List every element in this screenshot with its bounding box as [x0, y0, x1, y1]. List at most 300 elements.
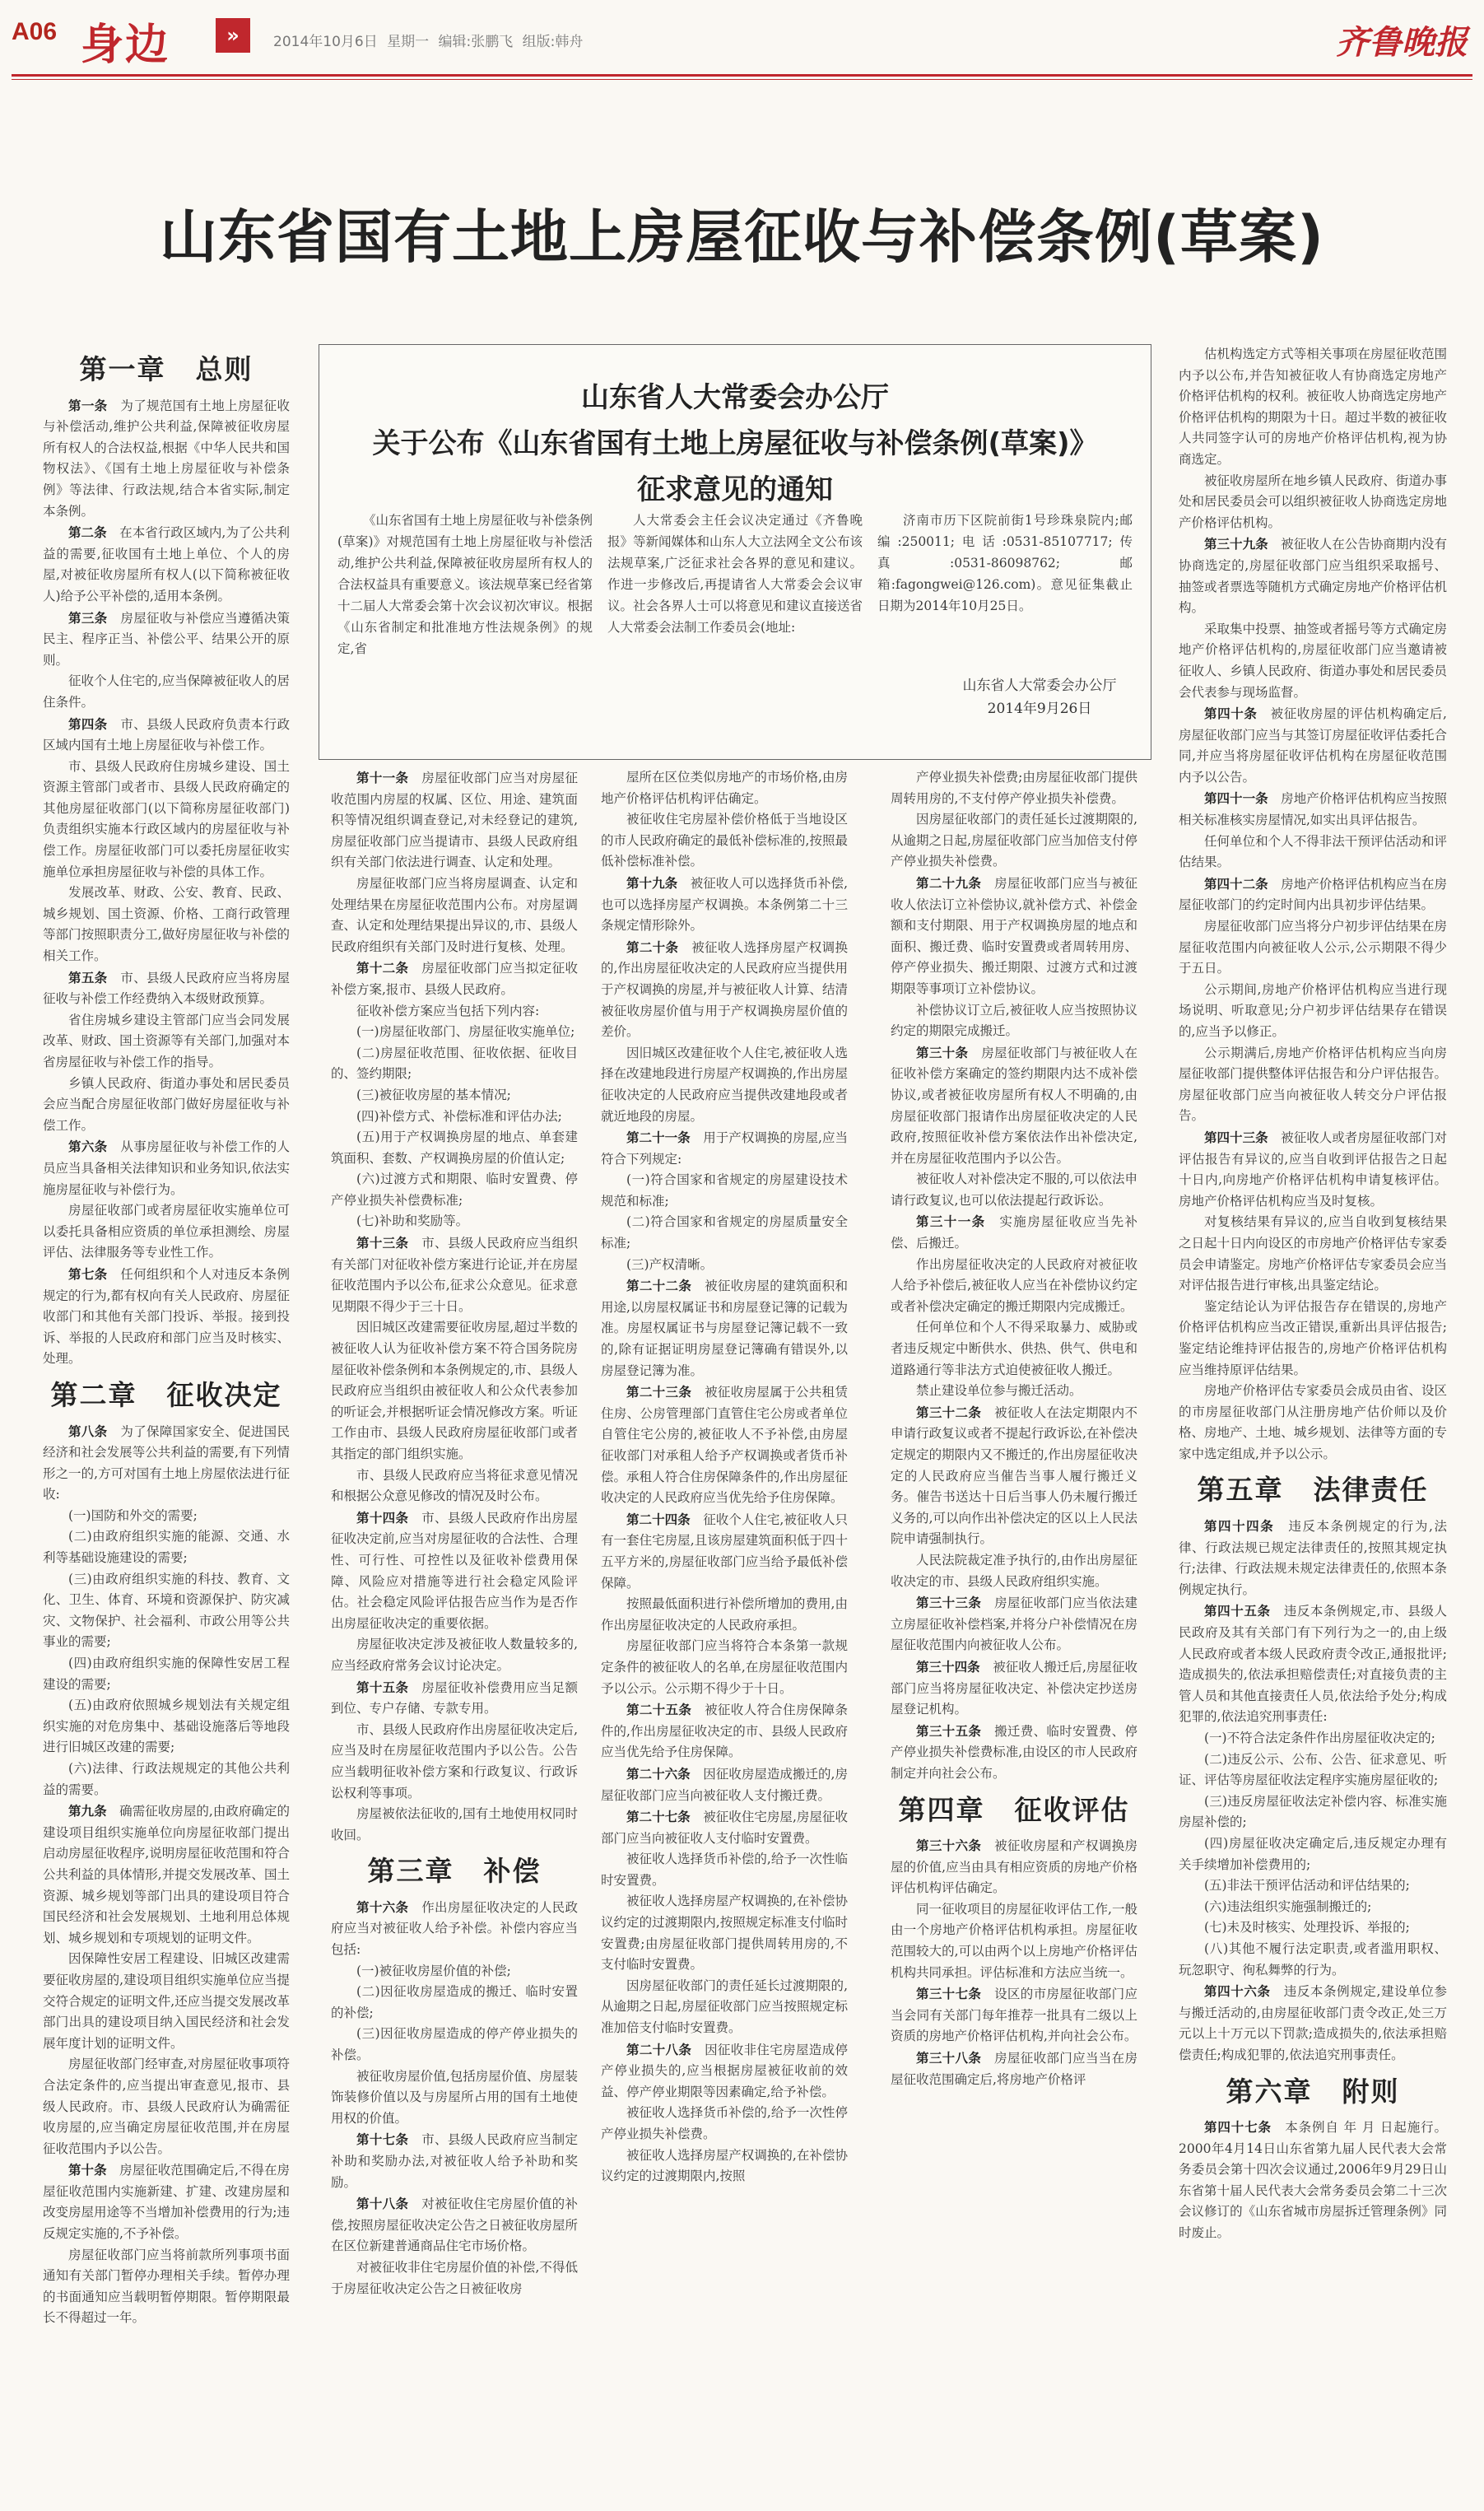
- article-paragraph: [891, 1000, 1137, 1042]
- chapter-number: 第五章: [1197, 1474, 1284, 1507]
- article-text: 因征收房屋造成搬迁的,房屋征收部门应当向被征收人支付搬迁费。: [601, 1766, 848, 1803]
- article-paragraph: [891, 1656, 1137, 1721]
- article-text: 因房屋征收部门的责任延长过渡期限的,从逾期之日起,房屋征收部门应当按照规定标准加倍支付临时安置费。: [601, 1978, 848, 2036]
- article-paragraph: [601, 1509, 848, 1594]
- article-paragraph: [331, 1232, 578, 1317]
- article-paragraph: [43, 1264, 290, 1370]
- article-paragraph: [331, 2129, 578, 2193]
- article-text: 房屋征收部门经审查,对房屋征收事项符合法定条件的,应当提出审查意见,报市、县级人民政府。市、县级人民政府认为确需征收房屋的,应当确定房屋征收范围,并在房屋征收范围内予以公告。: [43, 2057, 290, 2156]
- article-paragraph: [331, 1211, 578, 1232]
- article-paragraph: [891, 1317, 1137, 1381]
- article-text: (三)因征收房屋造成的停产停业损失的补偿。: [331, 2026, 578, 2063]
- article-text: 用于产权调换的房屋,应当符合下列规定:: [601, 1130, 848, 1167]
- article-text: 被征收房屋的评估机构确定后,房屋征收部门应当与其签订房屋征收评估委托合同,并应当将房屋征收评估机构在房屋征收范围内予以公告。: [1179, 706, 1447, 785]
- article-text: 违反本条例规定,市、县级人民政府及其有关部门有下列行为之一的,由上级人民政府或者本级人民政府责令改正,通报批评;造成损失的,依法承担赔偿责任;对直接负责的主管人员和其他直接责任人员,依法给予处分;构成犯罪的,依法追究刑事责任:: [1179, 1604, 1447, 1725]
- article-text: (五)由政府依照城乡规划法有关规定组织实施的对危房集中、基础设施落后等地段进行旧城区改建的需要;: [43, 1698, 290, 1755]
- article-text: (三)由政府组织实施的科技、教育、文化、卫生、体育、环境和资源保护、防灾减灾、文物保护、社会福利、市政公用等公共事业的需要;: [43, 1571, 290, 1650]
- article-paragraph: [43, 671, 290, 713]
- article-paragraph: [1179, 1212, 1447, 1296]
- article-paragraph: [1179, 980, 1447, 1043]
- article-number: 第二十一条: [626, 1130, 691, 1146]
- article-number: 第十六条: [356, 1898, 409, 1915]
- article-text: 按照最低面积进行补偿所增加的费用,由作出房屋征收决定的人民政府承担。: [601, 1596, 848, 1633]
- article-number: 第五条: [68, 969, 108, 985]
- chapter-heading: [331, 1855, 578, 1888]
- article-text: (二)因征收房屋造成的搬迁、临时安置的补偿;: [331, 1984, 578, 2020]
- article-paragraph: [1179, 1981, 1447, 2066]
- chapter-title: 征收评估: [1014, 1793, 1130, 1826]
- article-text: 房屋征收部门应当将房屋调查、认定和处理结果在房屋征收范围内公布。对房屋调查、认定和处理结果提出异议的,市、县级人民政府组织有关部门及时进行复核、处理。: [331, 875, 578, 954]
- article-number: 第三十八条: [916, 2050, 982, 2066]
- article-paragraph: [601, 2039, 848, 2103]
- chapter-number: 第六章: [1226, 2075, 1313, 2108]
- article-text: 房屋征收部门应当拟定征收补偿方案,报市、县级人民政府。: [331, 961, 578, 997]
- article-text: 对被征收非住宅房屋价值的补偿,不得低于房屋征收决定公告之日被征收房: [331, 2259, 578, 2296]
- notice-body-column: 济南市历下区院前街1号珍珠泉院内;邮编:250011;电话:0531-85107717;传真:0531-86098762;邮箱:fagongwei@126.com)。意见征集截止日期为2014年10月25日。: [877, 513, 1133, 613]
- notice-body-column: 《山东省国有土地上房屋征收与补偿条例(草案)》对规范国有土地上房屋征收与补偿活动,维护公共利益,保障被征收房屋所有权人的合法权益具有重要意义。该法规草案已经省第十二届人大常委会第十次会议初次审议。根据《山东省制定和批准地方性法规条例》的规定,省: [337, 513, 593, 656]
- article-paragraph: [43, 1421, 290, 1506]
- article-text: 被征收人或者房屋征收部门对评估报告有异议的,应当自收到评估报告之日起十日内,向房地产价格评估机构申请复核评估。房地产价格评估机构应当及时复核。: [1179, 1130, 1447, 1209]
- article-text: 房屋征收决定涉及被征收人数量较多的,应当经政府常务会议讨论决定。: [331, 1637, 578, 1673]
- article-text: 为了规范国有土地上房屋征收与补偿活动,维护公共利益,保障被征收房屋所有权人的合法权益,根据《中华人民共和国物权法》、《国有土地上房屋征收与补偿条例》等法律、行政法规,结合本省实际,制定本条例。: [43, 398, 290, 519]
- chapter-title: 法律责任: [1313, 1474, 1429, 1507]
- article-number: 第二十六条: [626, 1765, 691, 1782]
- article-paragraph: [601, 1127, 848, 1170]
- article-paragraph: [43, 1801, 290, 1949]
- article-number: 第三十六条: [916, 1838, 982, 1854]
- article-text: (六)过渡方式和期限、临时安置费、停产停业损失补偿费标准;: [331, 1172, 578, 1208]
- article-paragraph: [1179, 703, 1447, 788]
- article-number: 第四十三条: [1204, 1129, 1268, 1145]
- article-text: 屋所在区位类似房地产的市场价格,由房地产价格评估机构评估确定。: [601, 770, 848, 806]
- notice-signature-date: 2014年9月26日: [987, 701, 1092, 717]
- article-paragraph: [891, 1211, 1137, 1254]
- chapter-heading: [891, 1793, 1137, 1826]
- article-paragraph: [331, 873, 578, 957]
- article-paragraph: [331, 1507, 578, 1635]
- article-text: (二)违反公示、公布、公告、征求意见、听证、评估等房屋征收法定程序实施房屋征收的;: [1179, 1751, 1447, 1788]
- article-paragraph: [601, 809, 848, 873]
- article-paragraph: [331, 1897, 578, 1961]
- article-paragraph: [1179, 1043, 1447, 1127]
- article-paragraph: [43, 1074, 290, 1137]
- article-text: 被征收人选择房屋产权调换的,在补偿协议约定的过渡期限内,按照规定标准支付临时安置费;由房屋征收部门提供周转用房的,不支付临时安置费。: [601, 1894, 848, 1973]
- article-paragraph: [1179, 619, 1447, 703]
- article-text: 作出房屋征收决定的人民政府应当对被征收人给予补偿。补偿内容应当包括:: [331, 1899, 578, 1958]
- article-number: 第三条: [68, 609, 108, 626]
- article-paragraph: [43, 2245, 290, 2329]
- article-number: 第二十五条: [626, 1702, 692, 1718]
- article-text: 房地产价格评估专家委员会成员由省、设区的市房屋征收部门从注册房地产估价师以及价格、房地产、土地、城乡规划、法律等方面的专家中选定组成,并予以公示。: [1179, 1383, 1447, 1461]
- notice-title-line: 征求意见的通知: [637, 473, 833, 506]
- article-text: 为了保障国家安全、促进国民经济和社会发展等公共利益的需要,有下列情形之一的,方可对国有土地上房屋依法进行征收:: [43, 1423, 290, 1502]
- main-title: 山东省国有土地上房屋征收与补偿条例(草案): [160, 203, 1324, 271]
- article-number: 第四十五条: [1204, 1603, 1271, 1619]
- article-paragraph: [601, 2103, 848, 2145]
- article-text: (一)房屋征收部门、房屋征收实施单位;: [356, 1024, 575, 1040]
- article-number: 第四十条: [1204, 706, 1258, 722]
- article-paragraph: [331, 1043, 578, 1085]
- article-text: 市、县级人民政府作出房屋征收决定前,应当对房屋征收的合法性、合理性、可行性、可控性以及征收补偿费用保障、风险应对措施等进行社会稳定风险评估。社会稳定风险评估报告应当作为是否作出房屋征收决定的重要依据。: [331, 1510, 578, 1631]
- article-paragraph: [1179, 1917, 1447, 1939]
- article-number: 第四条: [68, 715, 108, 732]
- article-paragraph: [601, 1699, 848, 1763]
- article-number: 第二十四条: [626, 1511, 691, 1527]
- header-meta: [273, 30, 583, 50]
- article-paragraph: [331, 957, 578, 1000]
- article-paragraph: [891, 1402, 1137, 1550]
- article-number: 第三十九条: [1204, 536, 1268, 552]
- article-paragraph: [601, 1763, 848, 1806]
- article-text: 违反本条例规定,建设单位参与搬迁活动的,由房屋征收部门责令改正,处三万元以上十万元以下罚款;造成损失的,依法承担赔偿责任;构成犯罪的,依法追究刑事责任。: [1179, 1984, 1447, 2062]
- article-text: 征收个人住宅,被征收人只有一套住宅房屋,且该房屋建筑面积低于四十五平方米的,房屋征收部门应当给予最低补偿保障。: [601, 1512, 848, 1591]
- article-paragraph: [1179, 344, 1447, 471]
- article-text: 市、县级人民政府应当制定补助和奖励办法,对被征收人给予补助和奖励。: [331, 2132, 578, 2190]
- article-text: 房屋征收部门应当对房屋征收范围内房屋的权属、区位、用途、建筑面积等情况组织调查登记,对未经登记的建筑,房屋征收部门应当提请市、县级人民政府组织有关部门依法进行调查、认定和处理。: [331, 771, 578, 870]
- article-paragraph: [331, 1634, 578, 1676]
- article-text: 被征收人在公告协商期内没有协商选定的,房屋征收部门应当组织采取摇号、抽签或者票选等随机方式确定房地产价格评估机构。: [1179, 537, 1447, 616]
- article-text: 因房屋征收部门的责任延长过渡期限的,从逾期之日起,房屋征收部门应当加倍支付停产停业损失补偿费。: [891, 812, 1137, 869]
- article-text: 被征收房屋的建筑面积和用途,以房屋权属证书和房屋登记簿的记载为准。房屋权属证书与房屋登记簿记载不一致的,除有证据证明房屋登记簿确有错误外,以房屋登记簿为准。: [601, 1279, 848, 1378]
- article-text: (一)国防和外交的需要;: [68, 1507, 198, 1523]
- article-paragraph: [43, 883, 290, 967]
- article-text: 公示期满后,房地产价格评估机构应当向房屋征收部门提供整体评估报告和分户评估报告。房屋征收部门应当向被征收人转交分户评估报告。: [1179, 1045, 1447, 1124]
- article-paragraph: [891, 1835, 1137, 1899]
- notice-title: [319, 375, 1151, 513]
- article-text: 房屋征收部门应当将分户初步评估结果在房屋征收范围内向被征收人公示,公示期限不得少于五日。: [1179, 919, 1447, 976]
- article-text: 房屋征收与补偿应当遵循决策民主、程序正当、补偿公平、结果公开的原则。: [43, 610, 290, 668]
- article-text: (一)符合国家和省规定的房屋建设技术规范和标准;: [601, 1172, 848, 1209]
- article-number: 第十七条: [356, 2131, 409, 2148]
- article-text: 被征收人搬迁后,房屋征收部门应当将房屋征收决定、补偿决定抄送房屋登记机构。: [891, 1659, 1137, 1717]
- article-paragraph: [43, 1569, 290, 1653]
- article-text: 乡镇人民政府、街道办事处和居民委员会应当配合房屋征收部门做好房屋征收与补偿工作。: [43, 1075, 290, 1133]
- article-number: 第四十七条: [1204, 2119, 1272, 2136]
- chapter-title: 总则: [195, 353, 254, 385]
- article-paragraph: [331, 2257, 578, 2299]
- article-text: 房屋被依法征收的,国有土地使用权同时收回。: [331, 1806, 578, 1842]
- article-paragraph: [1179, 1516, 1447, 1600]
- article-text: 采取集中投票、抽签或者摇号等方式确定房地产价格评估机构的,房屋征收部门应当邀请被征收人、乡镇人民政府、街道办事处和居民委员会代表参与现场监督。: [1179, 621, 1447, 700]
- article-number: 第四十六条: [1204, 1983, 1271, 2000]
- article-text: 被征收人选择房屋产权调换的,作出房屋征收决定的人民政府应当提供用于产权调换的房屋,并与被征收人计算、结清被征收房屋价值与用于产权调换房屋价值的差价。: [601, 939, 848, 1040]
- chapter-heading: [1179, 2075, 1447, 2108]
- article-text: 房屋征收部门应当与被征收人依法订立补偿协议,就补偿方式、补偿金额和支付期限、用于产权调换房屋的地点和面积、搬迁费、临时安置费或者周转用房、停产停业损失、搬迁期限、过渡方式和过渡期限等事项订立补偿协议。: [891, 875, 1137, 996]
- article-text: 被征收人在法定期限内不申请行政复议或者不提起行政诉讼,在补偿决定规定的期限内又不搬迁的,作出房屋征收决定的人民政府应当催告当事人履行搬迁义务。催告书送达十日后当事人仍未履行搬迁义务的,可以向作出补偿决定的区以上人民法院申请强制执行。: [891, 1405, 1137, 1547]
- article-text: 房屋征收部门应当将符合本条第一款规定条件的被征收人的名单,在房屋征收范围内予以公示。公示期不得少于十日。: [601, 1638, 848, 1696]
- article-paragraph: [43, 1759, 290, 1801]
- body-column-1: [43, 344, 290, 2501]
- article-paragraph: [891, 2047, 1137, 2090]
- article-number: 第十八条: [356, 2196, 409, 2212]
- article-paragraph: [891, 1899, 1137, 1983]
- article-paragraph: [891, 1550, 1137, 1592]
- article-text: 被征收房屋所在地乡镇人民政府、街道办事处和居民委员会可以组织被征收人协商选定房地产价格评估机构。: [1179, 473, 1447, 530]
- header-rule-thin: [12, 79, 1472, 80]
- article-number: 第十条: [68, 2162, 107, 2178]
- article-paragraph: [331, 2066, 578, 2130]
- article-paragraph: [331, 1085, 578, 1106]
- article-paragraph: [1179, 2117, 1447, 2244]
- article-paragraph: [43, 1200, 290, 1264]
- article-text: 确需征收房屋的,由政府确定的建设项目组织实施单位向房屋征收部门提出启动房屋征收程序,说明房屋征收范围和符合公共利益的具体情形,并提交发展改革、国土资源、城乡规划等部门出具的建设项目符合国民经济和社会发展规划、土地利用总体规划、城乡规划和专项规划的证明文件。: [43, 1804, 290, 1945]
- article-paragraph: [43, 1506, 290, 1527]
- article-text: 房地产价格评估机构应当在房屋征收部门的约定时间内出具初步评估结果。: [1179, 876, 1447, 913]
- page-number: A06: [12, 18, 58, 45]
- article-text: 被征收房屋属于公共租赁住房、公房管理部门直管住宅公房或者单位自管住宅公房的,被征收人不予补偿,由房屋征收部门对承租人给予产权调换或者货币补偿。承租人符合住房保障条件的,作出房屋征收决定的人民政府应当优先给予住房保障。: [601, 1385, 848, 1506]
- article-text: (二)符合国家和省规定的房屋质量安全标准;: [601, 1214, 848, 1251]
- body-column-2: [331, 767, 578, 2501]
- article-number: 第一条: [68, 397, 108, 413]
- article-paragraph: [331, 1127, 578, 1169]
- article-text: 房屋征收范围确定后,不得在房屋征收范围内实施新建、扩建、改建房屋和改变房屋用途等不当增加补偿费用的行为;违反规定实施的,不予补偿。: [43, 2163, 290, 2242]
- section-arrow-icon: »: [216, 18, 250, 53]
- article-paragraph: [331, 1001, 578, 1023]
- article-number: 第七条: [68, 1265, 108, 1282]
- article-number: 第二十七条: [626, 1809, 691, 1825]
- article-text: 市、县级人民政府应当组织有关部门对征收补偿方案进行论证,并在房屋征收范围内予以公布,征求公众意见。征求意见期限不得少于三十日。: [331, 1236, 578, 1314]
- article-paragraph: [1179, 1749, 1447, 1791]
- article-paragraph: [601, 937, 848, 1043]
- article-paragraph: [331, 1804, 578, 1846]
- article-text: 被征收人选择货币补偿的,给予一次性临时安置费。: [601, 1852, 848, 1888]
- article-text: (六)法律、行政法规规定的其他公共利益的需要。: [43, 1761, 290, 1797]
- article-paragraph: [601, 1275, 848, 1381]
- article-paragraph: [601, 1255, 848, 1276]
- article-paragraph: [891, 1983, 1137, 2047]
- notice-signature: [945, 674, 1134, 720]
- article-text: (四)补偿方式、补偿标准和评估办法;: [356, 1108, 562, 1124]
- article-number: 第八条: [68, 1423, 108, 1439]
- editor-credit: 编辑:张鹏飞: [438, 34, 514, 50]
- article-text: 被征收住宅房屋补偿价格低于当地设区的市人民政府确定的最低补偿标准的,按照最低补偿标准补偿。: [601, 812, 848, 869]
- article-paragraph: [43, 967, 290, 1010]
- article-paragraph: [601, 1381, 848, 1509]
- article-number: 第三十四条: [916, 1658, 980, 1675]
- article-text: 市、县级人民政府应当将征求意见情况和根据公众意见修改的情况及时公布。: [331, 1467, 578, 1504]
- article-paragraph: [891, 873, 1137, 1000]
- article-text: 人民法院裁定准予执行的,由作出房屋征收决定的市、县级人民政府组织实施。: [891, 1552, 1137, 1589]
- article-text: 征收个人住宅的,应当保障被征收人的居住条件。: [43, 673, 290, 710]
- article-text: 从事房屋征收与补偿工作的人员应当具备相关法律知识和业务知识,依法实施房屋征收与补偿行为。: [43, 1139, 290, 1197]
- chapter-number: 第四章: [898, 1793, 985, 1826]
- article-text: (四)房屋征收决定确定后,违反规定办理有关手续增加补偿费用的;: [1179, 1835, 1447, 1872]
- article-text: 违反本条例规定的行为,法律、行政法规已规定法律责任的,按照其规定执行;法律、行政法规未规定法律责任的,依照本条例规定执行。: [1179, 1519, 1447, 1597]
- article-text: 因旧城区改建征收个人住宅,被征收人选择在改建地段进行房屋产权调换的,作出房屋征收决定的人民政府应当提供改建地段或者就近地段的房屋。: [601, 1045, 848, 1124]
- article-paragraph: [1179, 1297, 1447, 1381]
- article-paragraph: [43, 608, 290, 672]
- article-paragraph: [331, 1677, 578, 1720]
- article-paragraph: [43, 1010, 290, 1074]
- article-text: 任何单位和个人不得非法干预评估活动和评估结果。: [1179, 833, 1447, 870]
- article-paragraph: [43, 714, 290, 757]
- article-paragraph: [891, 809, 1137, 873]
- article-paragraph: [891, 1381, 1137, 1402]
- article-text: 市、县级人民政府住房城乡建设、国土资源主管部门或者市、县级人民政府确定的其他房屋征收部门(以下简称房屋征收部门)负责组织实施本行政区域内的房屋征收与补偿工作。房屋征收部门可以委托房屋征收实施单位承担房屋征收与补偿的具体工作。: [43, 758, 290, 879]
- header-rule: [12, 74, 1472, 77]
- notice-title-line: 关于公布《山东省国有土地上房屋征收与补偿条例(草案)》: [372, 427, 1098, 460]
- notice-body-column: 人大常委会主任会议决定通过《齐鲁晚报》等新闻媒体和山东人大立法网全文公布该法规草案,广泛征求社会各界的意见和建议。作进一步修改后,再提请省人大常委会会议审议。社会各界人士可以将意见和建议直接送省人大常委会法制工作委员会(地址:: [607, 513, 863, 635]
- article-number: 第三十二条: [916, 1404, 982, 1420]
- article-paragraph: [1179, 916, 1447, 980]
- article-text: 被征收住宅房屋,房屋征收部门应当向被征收人支付临时安置费。: [601, 1810, 848, 1846]
- article-text: 被征收人可以选择货币补偿,也可以选择房屋产权调换。本条例第二十三条规定情形除外。: [601, 875, 848, 934]
- article-number: 第二十九条: [916, 874, 982, 891]
- article-text: 任何组织和个人对违反本条例规定的行为,都有权向有关人民政府、房屋征收部门和其他有关部门投诉、举报。接到投诉、举报的人民政府和部门应当及时核实、处理。: [43, 1266, 290, 1367]
- article-text: (八)其他不履行法定职责,或者滥用职权、玩忽职守、徇私舞弊的行为。: [1179, 1940, 1447, 1978]
- article-text: 因征收非住宅房屋造成停产停业损失的,应当根据房屋被征收前的效益、停产停业期限等因素确定,给予补偿。: [601, 2042, 848, 2099]
- article-text: 作出房屋征收决定的人民政府对被征收人给予补偿后,被征收人应当在补偿协议约定或者补偿决定确定的搬迁期限内完成搬迁。: [891, 1256, 1137, 1314]
- article-text: 房屋征收部门应当将前款所列事项书面通知有关部门暂停办理相关手续。暂停办理的书面通知应当载明暂停期限。暂停期限最长不得超过一年。: [43, 2247, 290, 2326]
- article-text: 被征收人选择房屋产权调换的,在补偿协议约定的过渡期限内,按照: [601, 2147, 848, 2184]
- article-paragraph: [601, 1849, 848, 1891]
- chapter-heading: [1179, 1474, 1447, 1507]
- article-paragraph: [891, 767, 1137, 809]
- article-paragraph: [891, 1169, 1137, 1211]
- notice-signature-org: 山东省人大常委会办公厅: [962, 678, 1117, 694]
- article-paragraph: [331, 1169, 578, 1211]
- chapter-number: 第二章: [50, 1378, 137, 1411]
- article-text: 市、县级人民政府负责本行政区域内国有土地上房屋征收与补偿工作。: [43, 716, 290, 753]
- article-paragraph: [331, 1961, 578, 1982]
- article-text: 同一征收项目的房屋征收评估工作,一般由一个房地产价格评估机构承担。房屋征收范围较大的,可以由两个以上房地产价格评估机构共同承担。评估标准和方法应当统一。: [891, 1901, 1137, 1980]
- article-text: 房屋征收部门应当当在房屋征收范围确定后,将房地产价格评: [891, 2051, 1137, 2087]
- article-paragraph: [43, 757, 290, 883]
- article-text: 被征收人符合住房保障条件的,作出房屋征收决定的市、县级人民政府应当优先给予住房保障。: [601, 1703, 848, 1760]
- article-paragraph: [601, 1891, 848, 1975]
- article-number: 第二十二条: [626, 1278, 692, 1294]
- article-text: 被征收人对补偿决定不服的,可以依法申请行政复议,也可以依法提起行政诉讼。: [891, 1172, 1137, 1208]
- article-text: (三)产权清晰。: [626, 1256, 714, 1272]
- article-paragraph: [601, 1806, 848, 1849]
- article-paragraph: [1179, 873, 1447, 916]
- article-text: 估机构选定方式等相关事项在房屋征收范围内予以公布,并告知被征收人有协商选定房地产价格评估机构的权利。被征收人协商选定房地产价格评估机构的期限为十日。超过半数的被征收人共同签字认可的房地产价格评估机构,视为协商选定。: [1179, 347, 1447, 467]
- article-paragraph: [43, 2159, 290, 2244]
- article-number: 第十五条: [356, 1679, 409, 1695]
- article-number: 第十九条: [626, 874, 678, 891]
- article-text: 本条例自 年 月 日起施行。2000年4月14日山东省第九届人民代表大会常务委员会第十四次会议通过,2006年9月29日山东省第十届人民代表大会常务委员会第二十三次会议修订的《山东省城市房屋拆迁管理条例》同时废止。: [1179, 2120, 1447, 2241]
- article-paragraph: [43, 1136, 290, 1200]
- article-paragraph: [1179, 788, 1447, 831]
- article-paragraph: [891, 1042, 1137, 1170]
- article-number: 第九条: [68, 1803, 107, 1819]
- article-text: 设区的市房屋征收部门应当会同有关部门每年推荐一批具有二级以上资质的房地产价格评估机构,并向社会公布。: [891, 1987, 1137, 2044]
- article-paragraph: [601, 1594, 848, 1636]
- article-number: 第十三条: [356, 1235, 409, 1251]
- article-paragraph: [1179, 1127, 1447, 1212]
- article-number: 第四十一条: [1204, 790, 1268, 807]
- article-text: 搬迁费、临时安置费、停产停业损失补偿费标准,由设区的市人民政府制定并向社会公布。: [891, 1723, 1137, 1781]
- article-text: 补偿协议订立后,被征收人应当按照协议约定的期限完成搬迁。: [891, 1002, 1137, 1039]
- body-column-4: [891, 767, 1137, 2501]
- page-header: [0, 0, 1484, 76]
- article-paragraph: [601, 873, 848, 937]
- article-text: (七)补助和奖励等。: [356, 1214, 469, 1229]
- article-text: (三)被征收房屋的基本情况;: [356, 1087, 511, 1102]
- article-paragraph: [331, 1720, 578, 1804]
- article-text: (五)用于产权调换房屋的地点、单套建筑面积、套数、产权调换房屋的价值认定;: [331, 1130, 578, 1166]
- body-column-5: [1179, 344, 1447, 2501]
- article-paragraph: [43, 2054, 290, 2159]
- article-paragraph: [601, 1636, 848, 1699]
- article-text: 禁止建设单位参与搬迁活动。: [916, 1383, 1082, 1399]
- article-paragraph: [891, 1255, 1137, 1318]
- article-text: (五)非法干预评估活动和评估结果的;: [1204, 1878, 1410, 1894]
- article-text: (七)未及时核实、处理投诉、举报的;: [1204, 1920, 1410, 1936]
- article-number: 第十一条: [356, 770, 409, 785]
- issue-weekday: 星期一: [387, 34, 430, 50]
- designer-credit: 组版:韩舟: [522, 34, 584, 50]
- article-paragraph: [1179, 832, 1447, 873]
- article-paragraph: [891, 1592, 1137, 1656]
- article-paragraph: [601, 1212, 848, 1254]
- article-paragraph: [43, 1653, 290, 1695]
- article-paragraph: [1179, 1897, 1447, 1918]
- article-text: 房屋征收补偿费用应当足额到位、专户存储、专款专用。: [331, 1679, 578, 1717]
- article-paragraph: [601, 1043, 848, 1127]
- article-text: 被征收房屋价值,包括房屋价值、房屋装饰装修价值以及与房屋所占用的国有土地使用权的价值。: [331, 2068, 578, 2126]
- article-text: (六)违法组织实施强制搬迁的;: [1204, 1898, 1372, 1914]
- article-paragraph: [1179, 1833, 1447, 1875]
- article-paragraph: [1179, 533, 1447, 618]
- article-paragraph: [601, 2145, 848, 2187]
- article-text: 产停业损失补偿费;由房屋征收部门提供周转用房的,不支付停产停业损失补偿费。: [891, 770, 1137, 806]
- chapter-heading: [43, 1378, 290, 1411]
- article-paragraph: [601, 767, 848, 809]
- article-text: 省住房城乡建设主管部门应当会同发展改革、财政、国土资源等有关部门,加强对本省房屋征收与补偿工作的指导。: [43, 1012, 290, 1069]
- article-text: (四)由政府组织实施的保障性安居工程建设的需要;: [43, 1656, 290, 1692]
- article-text: 发展改革、财政、公安、教育、民政、城乡规划、国土资源、价格、工商行政管理等部门按照职责分工,做好房屋征收与补偿的相关工作。: [43, 885, 290, 964]
- article-number: 第四十四条: [1204, 1518, 1275, 1535]
- article-number: 第二十八条: [626, 2041, 692, 2057]
- article-paragraph: [43, 1695, 290, 1759]
- article-text: 市、县级人民政府应当将房屋征收与补偿工作经费纳入本级财政预算。: [43, 970, 290, 1007]
- article-text: 房屋征收部门应当依法建立房屋征收补偿档案,并将分户补偿情况在房屋征收范围内向被征收人公布。: [891, 1596, 1137, 1653]
- article-number: 第二条: [68, 524, 107, 541]
- article-text: 房屋征收部门或者房屋征收实施单位可以委托具备相应资质的单位承担测绘、房屋评估、法律服务等专业性工作。: [43, 1203, 290, 1260]
- article-text: 因保障性安居工程建设、旧城区改建需要征收房屋的,建设项目组织实施单位应当提交符合规定的证明文件,还应当提交发展改革部门出具的建设项目纳入国民经济和社会发展年度计划的证明文件。: [43, 1951, 290, 2051]
- article-number: 第十二条: [356, 960, 409, 976]
- article-number: 第三十条: [916, 1044, 969, 1060]
- article-text: 被征收人选择货币补偿的,给予一次性停产停业损失补偿费。: [601, 2105, 848, 2141]
- article-paragraph: [43, 1526, 290, 1568]
- newspaper-masthead: 齐鲁晚报: [1336, 23, 1468, 62]
- article-text: 任何单位和个人不得采取暴力、威胁或者违反规定中断供水、供热、供气、供电和道路通行等非法方式迫使被征收人搬迁。: [891, 1320, 1137, 1377]
- article-text: 征收补偿方案应当包括下列内容:: [356, 1003, 540, 1018]
- article-number: 第三十三条: [916, 1595, 982, 1611]
- article-paragraph: [331, 1106, 578, 1128]
- article-paragraph: [1179, 471, 1447, 534]
- chapter-title: 附则: [1342, 2075, 1400, 2108]
- article-number: 第十四条: [356, 1509, 409, 1526]
- notice-title-line: 山东省人大常委会办公厅: [581, 381, 889, 414]
- article-number: 第三十五条: [916, 1722, 982, 1739]
- article-text: 对复核结果有异议的,应当自收到复核结果之日起十日内向设区的市房地产价格评估专家委员会申请鉴定。房地产价格评估专家委员会应当对评估报告进行审核,出具鉴定结论。: [1179, 1214, 1447, 1293]
- article-number: 第二十三条: [626, 1384, 692, 1400]
- body-column-3: [601, 767, 848, 2501]
- notice-box: [319, 344, 1151, 760]
- article-paragraph: [601, 1976, 848, 2039]
- article-text: (二)房屋征收范围、征收依据、征收目的、签约期限;: [331, 1045, 578, 1082]
- article-paragraph: [331, 1022, 578, 1043]
- article-text: 房地产价格评估机构应当按照相关标准核实房屋情况,如实出具评估报告。: [1179, 791, 1447, 828]
- article-text: 实施房屋征收应当先补偿、后搬迁。: [891, 1214, 1137, 1251]
- chapter-title: 征收决定: [166, 1378, 282, 1411]
- article-paragraph: [331, 767, 578, 873]
- article-text: 因旧城区改建需要征收房屋,超过半数的被征收人认为征收补偿方案不符合国务院房屋征收补偿条例和本条例规定的,市、县级人民政府应当组织由被征收人和公众代表参加的听证会,并根据听证会情况修改方案。听证工作由市、县级人民政府房屋征收部门或者其指定的部门组织实施。: [331, 1320, 578, 1461]
- article-paragraph: [43, 522, 290, 607]
- article-text: (三)违反房屋征收法定补偿内容、标准实施房屋补偿的;: [1179, 1793, 1447, 1830]
